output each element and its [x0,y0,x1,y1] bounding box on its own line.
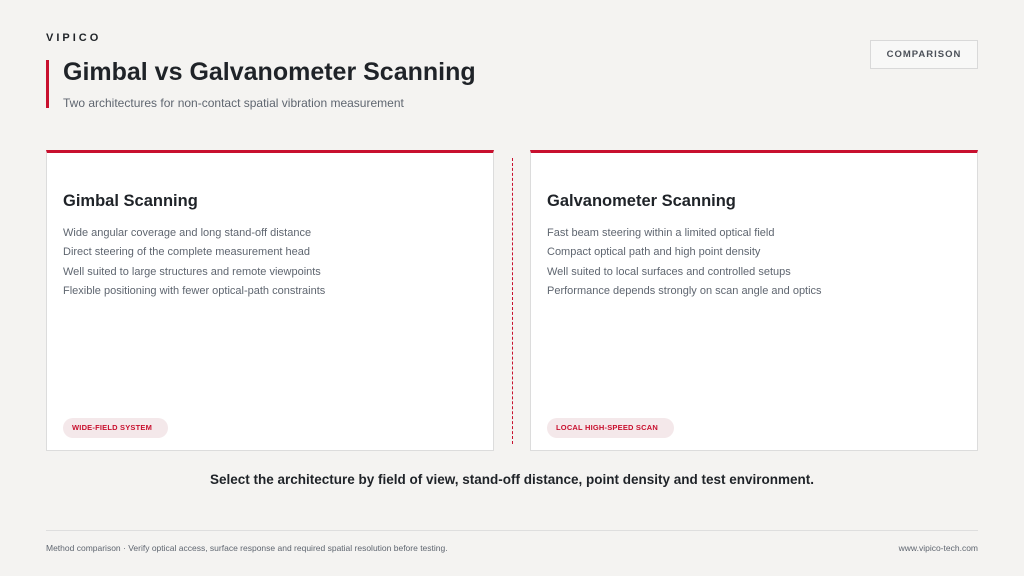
card-heading: Gimbal Scanning [63,192,198,210]
dashed-divider [512,158,513,444]
card-point: Performance depends strongly on scan angle and optics [547,284,822,297]
comparison-badge: COMPARISON [870,40,978,69]
card-heading: Galvanometer Scanning [547,192,736,210]
card-point: Flexible positioning with fewer optical-path constraints [63,284,326,297]
page-title: Gimbal vs Galvanometer Scanning [63,58,476,86]
gimbal-card [46,150,494,451]
card-points [63,224,325,301]
card-point: Wide angular coverage and long stand-off distance [63,227,312,239]
card-point: Compact optical path and high point density [547,246,761,259]
galvanometer-card [530,150,978,451]
card-point: Direct steering of the complete measurement head [63,246,311,259]
card-point: Fast beam steering within a limited optical field [547,227,775,239]
footer-note: Method comparison · Verify optical access, surface response and required spatial resolution before testing. [46,543,448,553]
footer-url[interactable]: www.vipico-tech.com [898,543,978,553]
card-tag: LOCAL HIGH-SPEED SCAN [547,418,674,438]
card-point: Well suited to large structures and remote viewpoints [63,265,321,278]
card-point: Well suited to local surfaces and controlled setups [547,265,791,278]
footer-divider [46,530,978,531]
brand-logo: VIPICO [46,32,102,44]
summary-text: Select the architecture by field of view, stand-off distance, point density and test environment. [209,472,815,487]
title-accent-bar [46,60,49,108]
page-subtitle: Two architectures for non-contact spatial vibration measurement [63,96,404,110]
card-tag: WIDE-FIELD SYSTEM [63,418,168,438]
card-points [547,224,822,301]
